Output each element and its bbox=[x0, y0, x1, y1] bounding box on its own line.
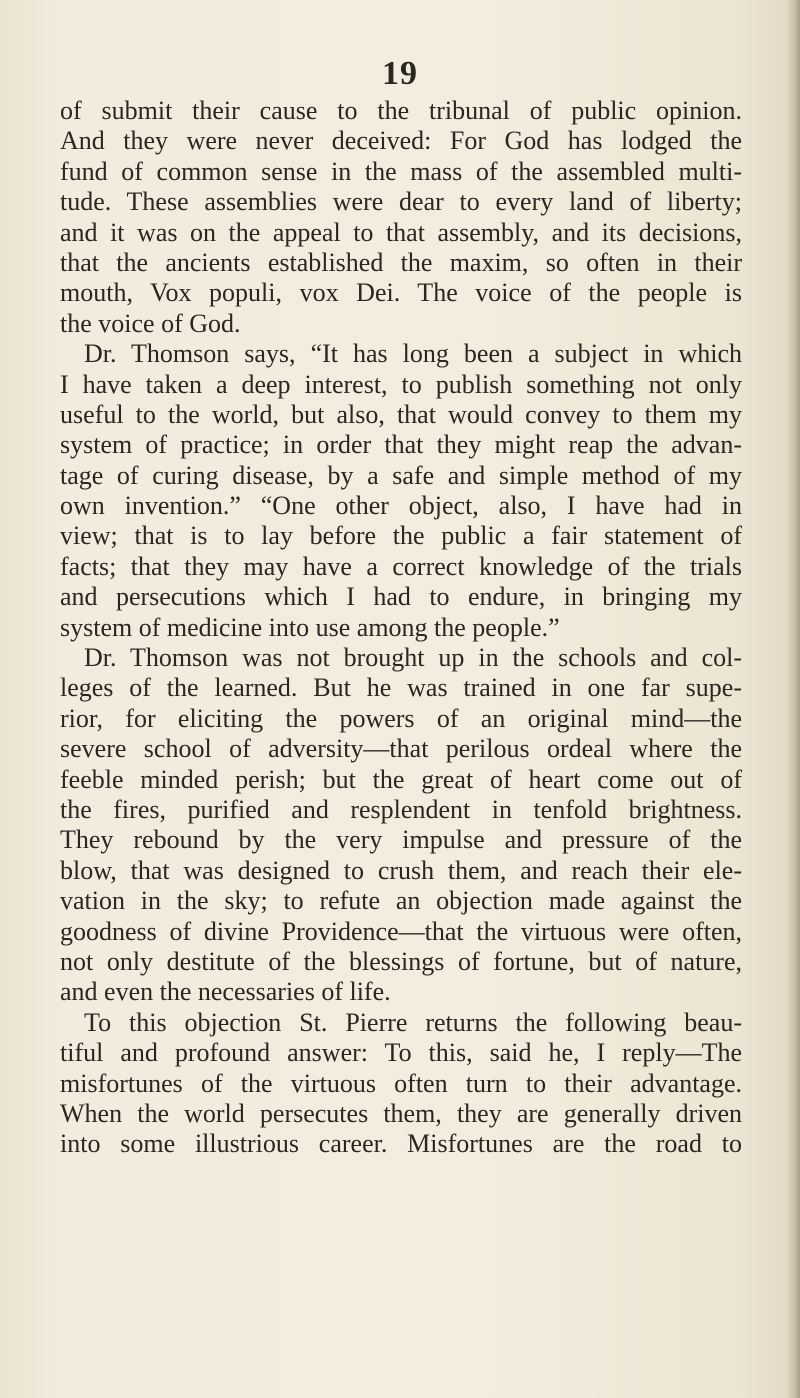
page-number: 19 bbox=[382, 55, 418, 92]
text-line: vation in the sky; to refute an objection made against the bbox=[60, 886, 742, 916]
text-line: They rebound by the very impulse and pressure of the bbox=[60, 825, 742, 855]
text-line: tage of curing disease, by a safe and simple method of my bbox=[60, 460, 742, 490]
text-line: system of medicine into use among the people.” bbox=[60, 612, 560, 642]
text-line: Dr. Thomson was not brought up in the schools and col- bbox=[84, 643, 742, 673]
text-line: of submit their cause to the tribunal of public opinion. bbox=[60, 96, 742, 125]
text-line: into some illustrious career. Misfortunes are the road to bbox=[60, 1129, 742, 1159]
text-line: useful to the world, but also, that would convey to them my bbox=[60, 399, 742, 429]
text-line: blow, that was designed to crush them, and reach their ele- bbox=[60, 855, 742, 885]
text-line: misfortunes of the virtuous often turn to their advantage. bbox=[60, 1068, 742, 1098]
text-line: and persecutions which I had to endure, in bringing my bbox=[60, 582, 742, 612]
text-line: goodness of divine Providence—that the virtuous were often, bbox=[60, 916, 742, 946]
text-line: that the ancients established the maxim, so often in their bbox=[60, 247, 742, 277]
text-line: mouth, Vox populi, vox Dei. The voice of the people is bbox=[60, 278, 742, 308]
text-line: severe school of adversity—that perilous ordeal where the bbox=[60, 734, 742, 764]
text-line: feeble minded perish; but the great of heart come out of bbox=[60, 764, 742, 794]
text-line: When the world persecutes them, they are generally driven bbox=[60, 1098, 742, 1128]
text-line: fund of common sense in the mass of the assembled multi- bbox=[60, 156, 742, 186]
text-line: and it was on the appeal to that assembly, and its decisions, bbox=[60, 217, 742, 247]
page-text bbox=[60, 96, 742, 1160]
text-line: view; that is to lay before the public a fair statement of bbox=[60, 521, 742, 551]
text-line: facts; that they may have a correct knowledge of the trials bbox=[60, 551, 742, 581]
text-line: system of practice; in order that they might reap the advan- bbox=[60, 430, 742, 460]
text-line: and even the necessaries of life. bbox=[60, 977, 391, 1007]
text-line: leges of the learned. But he was trained in one far supe- bbox=[60, 673, 742, 703]
text-line: the fires, purified and resplendent in tenfold brightness. bbox=[60, 794, 742, 824]
text-line: tiful and profound answer: To this, said he, I reply—The bbox=[60, 1038, 742, 1068]
text-line: Dr. Thomson says, “It has long been a subject in which bbox=[84, 339, 742, 369]
text-line: rior, for eliciting the powers of an original mind—the bbox=[60, 703, 742, 733]
text-line: And they were never deceived: For God has lodged the bbox=[60, 126, 742, 156]
page-edge-shadow bbox=[786, 0, 800, 1398]
text-line: I have taken a deep interest, to publish something not only bbox=[60, 369, 742, 399]
text-line: To this objection St. Pierre returns the following beau- bbox=[84, 1007, 742, 1037]
text-line: tude. These assemblies were dear to every land of liberty; bbox=[60, 187, 742, 217]
text-line: not only destitute of the blessings of fortune, but of nature, bbox=[60, 946, 742, 976]
text-line: own invention.” “One other object, also, I have had in bbox=[60, 491, 742, 521]
text-line: the voice of God. bbox=[60, 308, 241, 338]
